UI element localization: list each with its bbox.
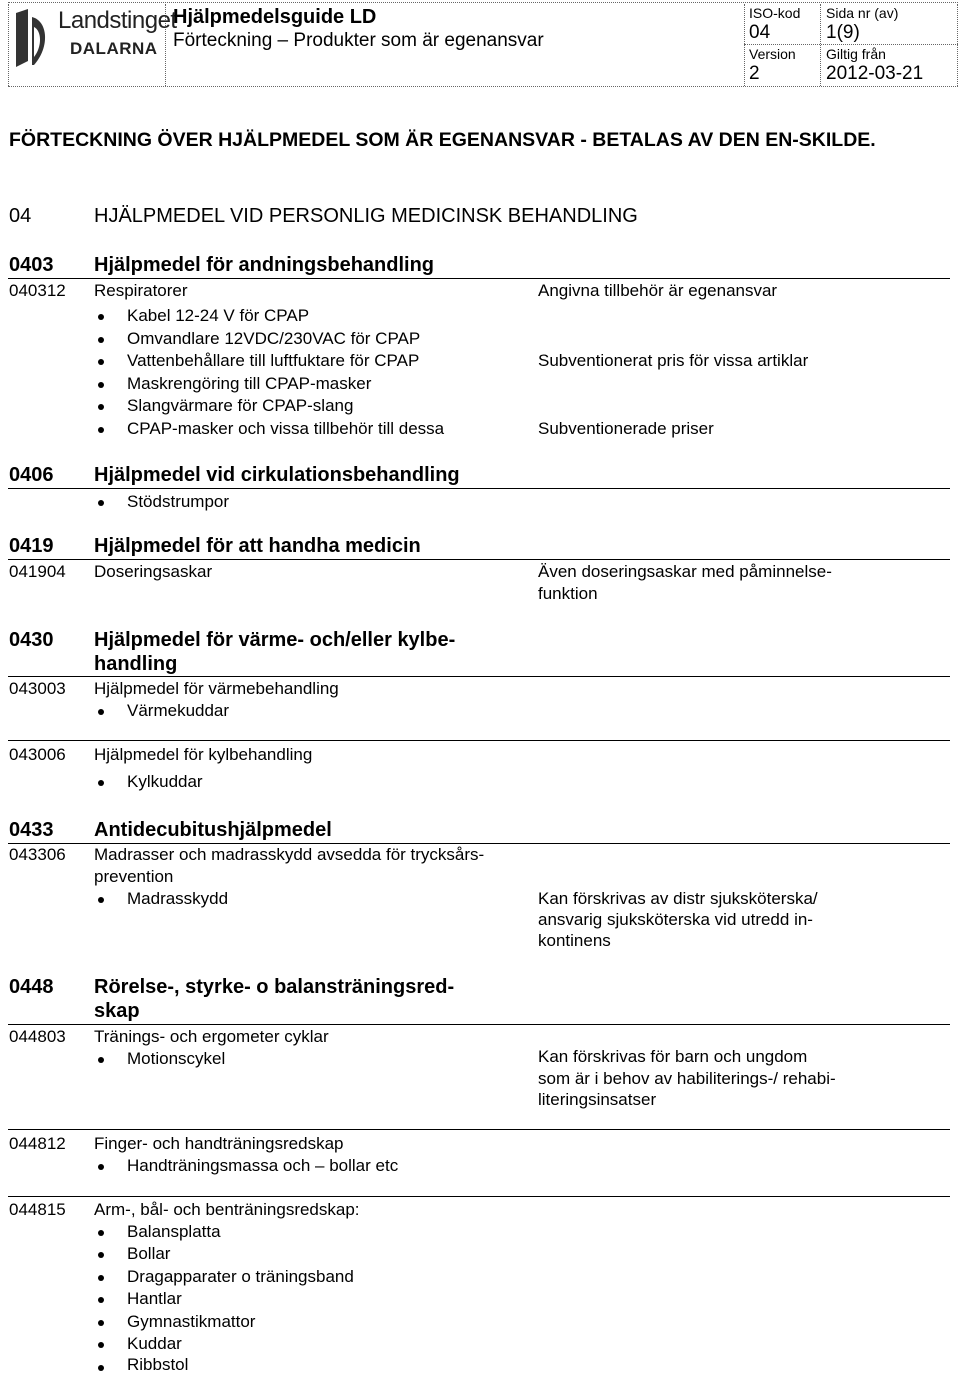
subsection-code: 044815 bbox=[9, 1200, 66, 1219]
list-item: Stödstrumpor bbox=[127, 492, 230, 511]
bullet-icon bbox=[98, 1252, 104, 1258]
list-item: Kuddar bbox=[127, 1334, 182, 1353]
list-item: Handträningsmassa och – bollar etc bbox=[127, 1156, 399, 1175]
valid-from-value: 2012-03-21 bbox=[826, 63, 924, 84]
section-title: Rörelse-, styrke- o balansträningsred- bbox=[94, 976, 455, 998]
list-item: Vattenbehållare till luftfuktare för CPAP bbox=[127, 351, 420, 370]
list-item: Madrasskydd bbox=[127, 889, 229, 908]
note-text: som är i behov av habiliterings-/ rehabi- bbox=[538, 1069, 836, 1088]
section-rule bbox=[8, 488, 950, 489]
subsection-code: 043006 bbox=[9, 745, 66, 764]
note-text: Subventionerat pris för vissa artiklar bbox=[538, 351, 809, 370]
bullet-icon bbox=[98, 1230, 104, 1236]
section-title: Hjälpmedel för värme- och/eller kylbe- bbox=[94, 629, 456, 651]
section-code: 0430 bbox=[9, 629, 54, 651]
chapter-title: HJÄLPMEDEL VID PERSONLIG MEDICINSK BEHANDLING bbox=[94, 205, 638, 227]
bullet-icon bbox=[98, 337, 104, 343]
bullet-icon bbox=[98, 500, 104, 506]
document-header bbox=[0, 0, 960, 88]
section-title-cont: skap bbox=[94, 1000, 140, 1022]
note-text: Subventionerade priser bbox=[538, 419, 714, 438]
logo-text-dalarna: DALARNA bbox=[70, 39, 158, 58]
subsection-title: Respiratorer bbox=[94, 281, 188, 300]
list-item: Dragapparater o träningsband bbox=[127, 1267, 354, 1286]
subsection-code: 044803 bbox=[9, 1027, 66, 1046]
bullet-icon bbox=[98, 1275, 104, 1281]
note-text: Även doseringsaskar med påminnelse- bbox=[538, 562, 832, 581]
list-item: Ribbstol bbox=[127, 1355, 189, 1374]
landstinget-dalarna-logo bbox=[10, 5, 177, 75]
section-code: 0403 bbox=[9, 254, 54, 276]
subsection-title: Tränings- och ergometer cyklar bbox=[94, 1027, 329, 1046]
section-rule bbox=[8, 676, 950, 677]
list-item: Balansplatta bbox=[127, 1222, 221, 1241]
header-border-bottom bbox=[8, 86, 958, 87]
subsection-code: 040312 bbox=[9, 281, 66, 300]
subsection-title-cont: prevention bbox=[94, 867, 174, 886]
header-divider-meta2 bbox=[820, 4, 821, 86]
bullet-icon bbox=[98, 897, 104, 903]
section-title-cont: handling bbox=[94, 653, 178, 675]
section-rule bbox=[8, 278, 950, 279]
list-item: Slangvärmare för CPAP-slang bbox=[127, 396, 354, 415]
header-border-right bbox=[957, 4, 958, 86]
header-divider bbox=[744, 44, 958, 45]
note-text: funktion bbox=[538, 584, 598, 603]
bullet-icon bbox=[98, 1297, 104, 1303]
bullet-icon bbox=[98, 382, 104, 388]
note-text: kontinens bbox=[538, 931, 611, 950]
section-title: Antidecubitushjälpmedel bbox=[94, 819, 332, 841]
subsection-code: 041904 bbox=[9, 562, 66, 581]
page-number-value: 1(9) bbox=[826, 22, 860, 43]
bullet-icon bbox=[98, 427, 104, 433]
subsection-rule bbox=[8, 1196, 950, 1197]
subsection-rule bbox=[8, 1129, 950, 1130]
section-title: Hjälpmedel vid cirkulationsbehandling bbox=[94, 464, 460, 486]
list-item: Hantlar bbox=[127, 1289, 182, 1308]
subsection-title: Arm-, bål- och benträningsredskap: bbox=[94, 1200, 360, 1219]
note-text: Kan förskrivas för barn och ungdom bbox=[538, 1047, 808, 1066]
section-rule bbox=[8, 559, 950, 560]
subsection-title: Finger- och handträningsredskap bbox=[94, 1134, 344, 1153]
section-code: 0406 bbox=[9, 464, 54, 486]
valid-from-label: Giltig från bbox=[826, 46, 886, 62]
iso-code-value: 04 bbox=[749, 22, 771, 43]
subsection-title: Hjälpmedel för värmebehandling bbox=[94, 679, 339, 698]
bullet-icon bbox=[98, 314, 104, 320]
list-item: Maskrengöring till CPAP-masker bbox=[127, 374, 372, 393]
section-rule bbox=[8, 843, 950, 844]
subsection-rule bbox=[8, 740, 950, 741]
list-item: CPAP-masker och vissa tillbehör till dessa bbox=[127, 419, 445, 438]
version-label: Version bbox=[749, 46, 796, 62]
subsection-title: Madrasser och madrasskydd avsedda för trycksårs- bbox=[94, 845, 485, 864]
page-title: FÖRTECKNING ÖVER HJÄLPMEDEL SOM ÄR EGENANSVAR - BETALAS AV DEN EN-SKILDE. bbox=[9, 129, 876, 151]
note-text: Angivna tillbehör är egenansvar bbox=[538, 281, 778, 300]
section-code: 0448 bbox=[9, 976, 54, 998]
chapter-code: 04 bbox=[9, 205, 32, 227]
bullet-icon bbox=[98, 404, 104, 410]
header-subtitle: Förteckning – Produkter som är egenansvar bbox=[173, 30, 544, 51]
list-item: Värmekuddar bbox=[127, 701, 230, 720]
bullet-icon bbox=[98, 1365, 104, 1371]
subsection-title: Doseringsaskar bbox=[94, 562, 213, 581]
section-rule bbox=[8, 1024, 950, 1025]
bullet-icon bbox=[98, 1320, 104, 1326]
list-item: Kylkuddar bbox=[127, 772, 203, 791]
bullet-icon bbox=[98, 1164, 104, 1170]
list-item: Bollar bbox=[127, 1244, 171, 1263]
section-title: Hjälpmedel för att handha medicin bbox=[94, 535, 421, 557]
page-number-label: Sida nr (av) bbox=[826, 5, 899, 21]
section-code: 0433 bbox=[9, 819, 54, 841]
bullet-icon bbox=[98, 359, 104, 365]
logo-text-landstinget: Landstinget bbox=[58, 7, 177, 34]
bullet-icon bbox=[98, 1057, 104, 1063]
subsection-code: 044812 bbox=[9, 1134, 66, 1153]
subsection-code: 043306 bbox=[9, 845, 66, 864]
subsection-code: 043003 bbox=[9, 679, 66, 698]
list-item: Gymnastikmattor bbox=[127, 1312, 256, 1331]
note-text: ansvarig sjuksköterska vid utredd in- bbox=[538, 910, 813, 929]
section-title: Hjälpmedel för andningsbehandling bbox=[94, 254, 435, 276]
iso-code-label: ISO-kod bbox=[749, 5, 801, 21]
header-title: Hjälpmedelsguide LD bbox=[173, 6, 377, 28]
note-text: Kan förskrivas av distr sjuksköterska/ bbox=[538, 889, 818, 908]
header-divider-meta bbox=[744, 4, 745, 86]
list-item: Kabel 12-24 V för CPAP bbox=[127, 306, 310, 325]
header-border-top bbox=[8, 2, 958, 3]
bullet-icon bbox=[98, 1342, 104, 1348]
bullet-icon bbox=[98, 709, 104, 715]
header-border-left bbox=[8, 4, 9, 86]
version-value: 2 bbox=[749, 63, 760, 84]
section-code: 0419 bbox=[9, 535, 54, 557]
subsection-title: Hjälpmedel för kylbehandling bbox=[94, 745, 313, 764]
list-item: Motionscykel bbox=[127, 1049, 226, 1068]
bullet-icon bbox=[98, 780, 104, 786]
logo-mark-icon bbox=[12, 7, 52, 71]
note-text: literingsinsatser bbox=[538, 1090, 657, 1109]
list-item: Omvandlare 12VDC/230VAC för CPAP bbox=[127, 329, 421, 348]
